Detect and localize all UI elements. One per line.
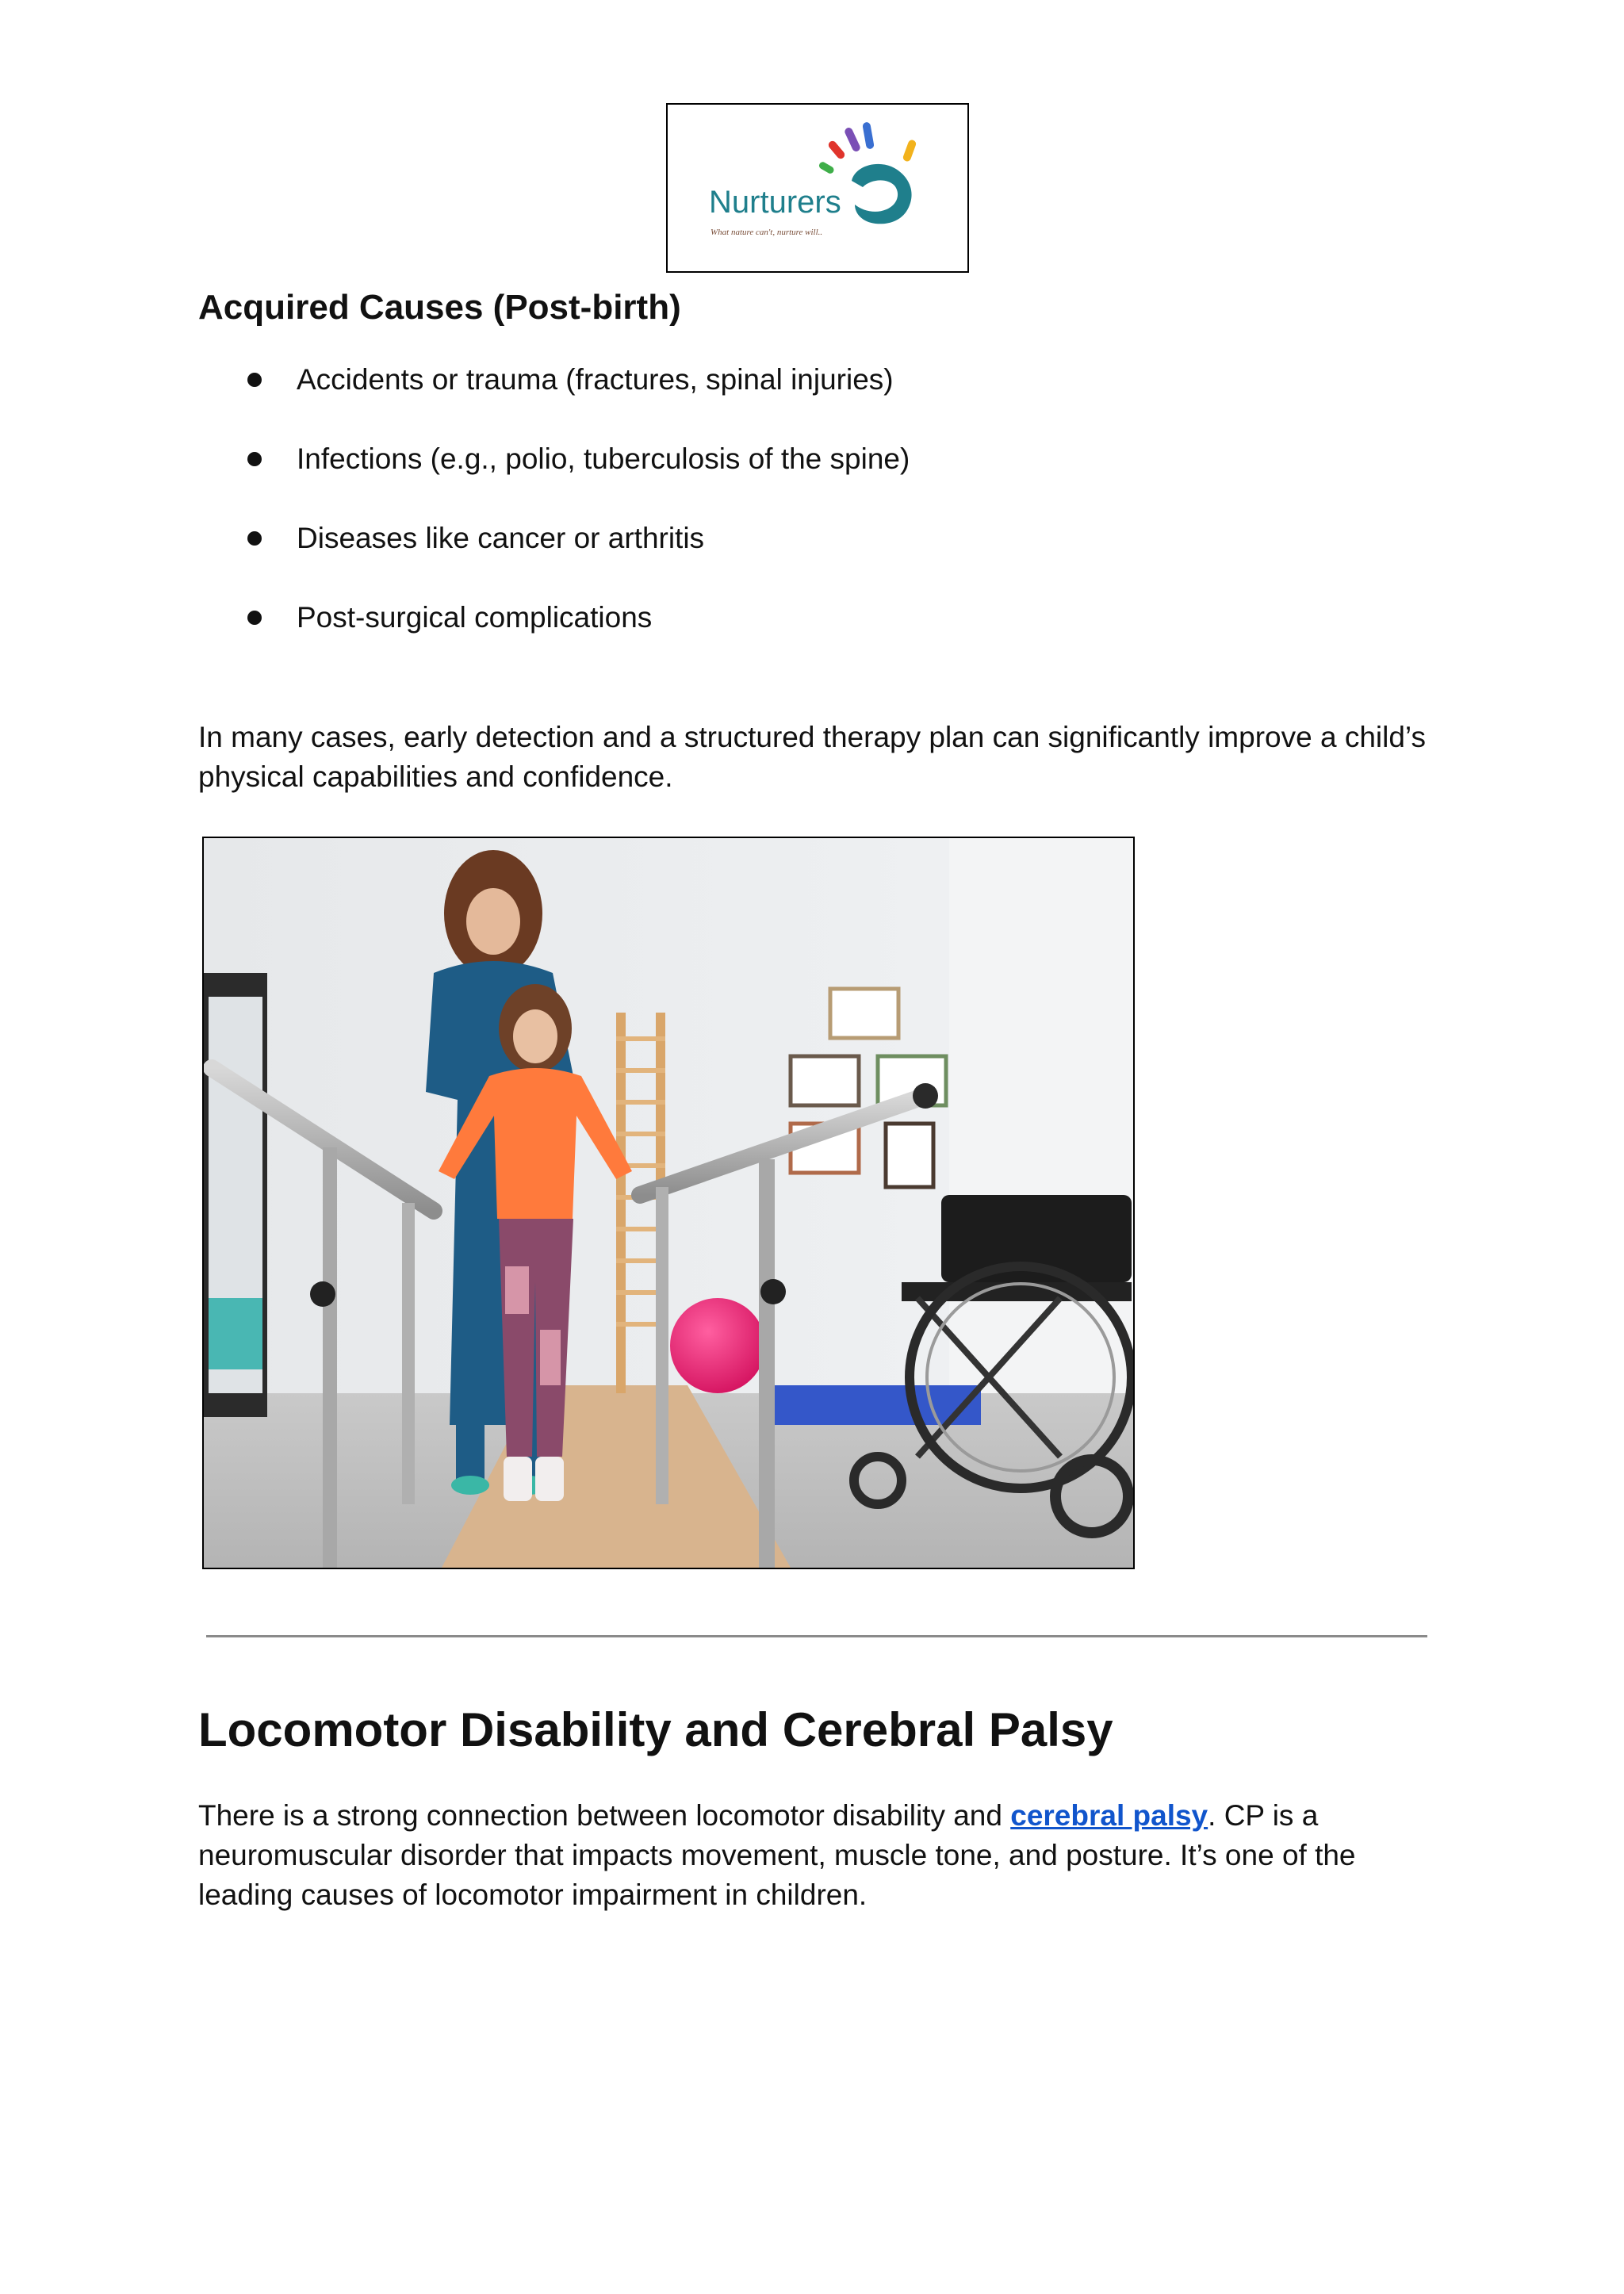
logo-tagline: What nature can't, nurture will.. [710, 228, 823, 237]
child-face [513, 1009, 557, 1063]
logo [666, 103, 969, 273]
bar-knob [310, 1281, 335, 1307]
finger-green [818, 161, 835, 175]
paragraph-early-detection: In many cases, early detection and a structured therapy plan can significantly improve a child’s physical capabilities and confidence. [198, 721, 1426, 793]
certificate-frame [791, 1056, 859, 1105]
list-item-text: Accidents or trauma (fractures, spinal injuries) [297, 363, 894, 396]
finger-yellow [902, 139, 917, 163]
legging-pattern [540, 1330, 561, 1385]
list-item [198, 361, 910, 399]
list-item-text: Infections (e.g., polio, tuberculosis of the spine) [297, 442, 910, 475]
list-item [198, 599, 910, 637]
bar-endcap [913, 1083, 938, 1109]
finger-red [827, 140, 846, 160]
list-item-text: Diseases like cancer or arthritis [297, 522, 705, 554]
paragraph-cp-connection [198, 1796, 1435, 1915]
child-sock [535, 1457, 564, 1501]
bullet-icon [247, 373, 262, 387]
list-item [198, 440, 910, 478]
bullet-icon [247, 611, 262, 625]
therapist-leg [456, 1425, 485, 1480]
legging-pattern [505, 1266, 529, 1314]
certificate-frame [886, 1124, 933, 1187]
horizontal-rule [206, 1635, 1427, 1637]
bar-knob [760, 1279, 786, 1304]
acquired-causes-list [198, 361, 910, 678]
bar-post [323, 1147, 337, 1568]
section-heading-locomotor-cp: Locomotor Disability and Cerebral Palsy [198, 1703, 1113, 1756]
therapist-shoe [451, 1476, 489, 1495]
therapy-illustration [204, 838, 1133, 1568]
nurturers-logo-graphic [668, 105, 967, 271]
finger-blue [862, 121, 875, 149]
bar-post [759, 1159, 775, 1568]
paragraph-text: . CP is a neuromuscular disorder that impacts movement, muscle tone, and posture. It’s one of the leading causes of locomotor impairment in children. [198, 1799, 1356, 1911]
bullet-icon [247, 452, 262, 466]
bar-post [656, 1187, 668, 1504]
bar-post [402, 1203, 415, 1504]
child-sock [504, 1457, 532, 1501]
paragraph-text: There is a strong connection between locomotor disability and [198, 1799, 1011, 1832]
section-heading-acquired-causes: Acquired Causes (Post-birth) [198, 288, 681, 327]
list-item-text: Post-surgical complications [297, 601, 653, 634]
list-item [198, 519, 910, 557]
cerebral-palsy-link[interactable]: cerebral palsy [1010, 1799, 1208, 1832]
bullet-icon [247, 531, 262, 546]
exercise-ball [670, 1298, 765, 1393]
therapy-photo [202, 837, 1135, 1569]
hand-fingers-icon [868, 182, 890, 205]
finger-purple [844, 126, 862, 152]
logo-brand-text: Nurturers [709, 185, 841, 220]
therapist-face [466, 888, 520, 955]
shelf-item [209, 1298, 262, 1369]
certificate-frame [830, 989, 898, 1038]
